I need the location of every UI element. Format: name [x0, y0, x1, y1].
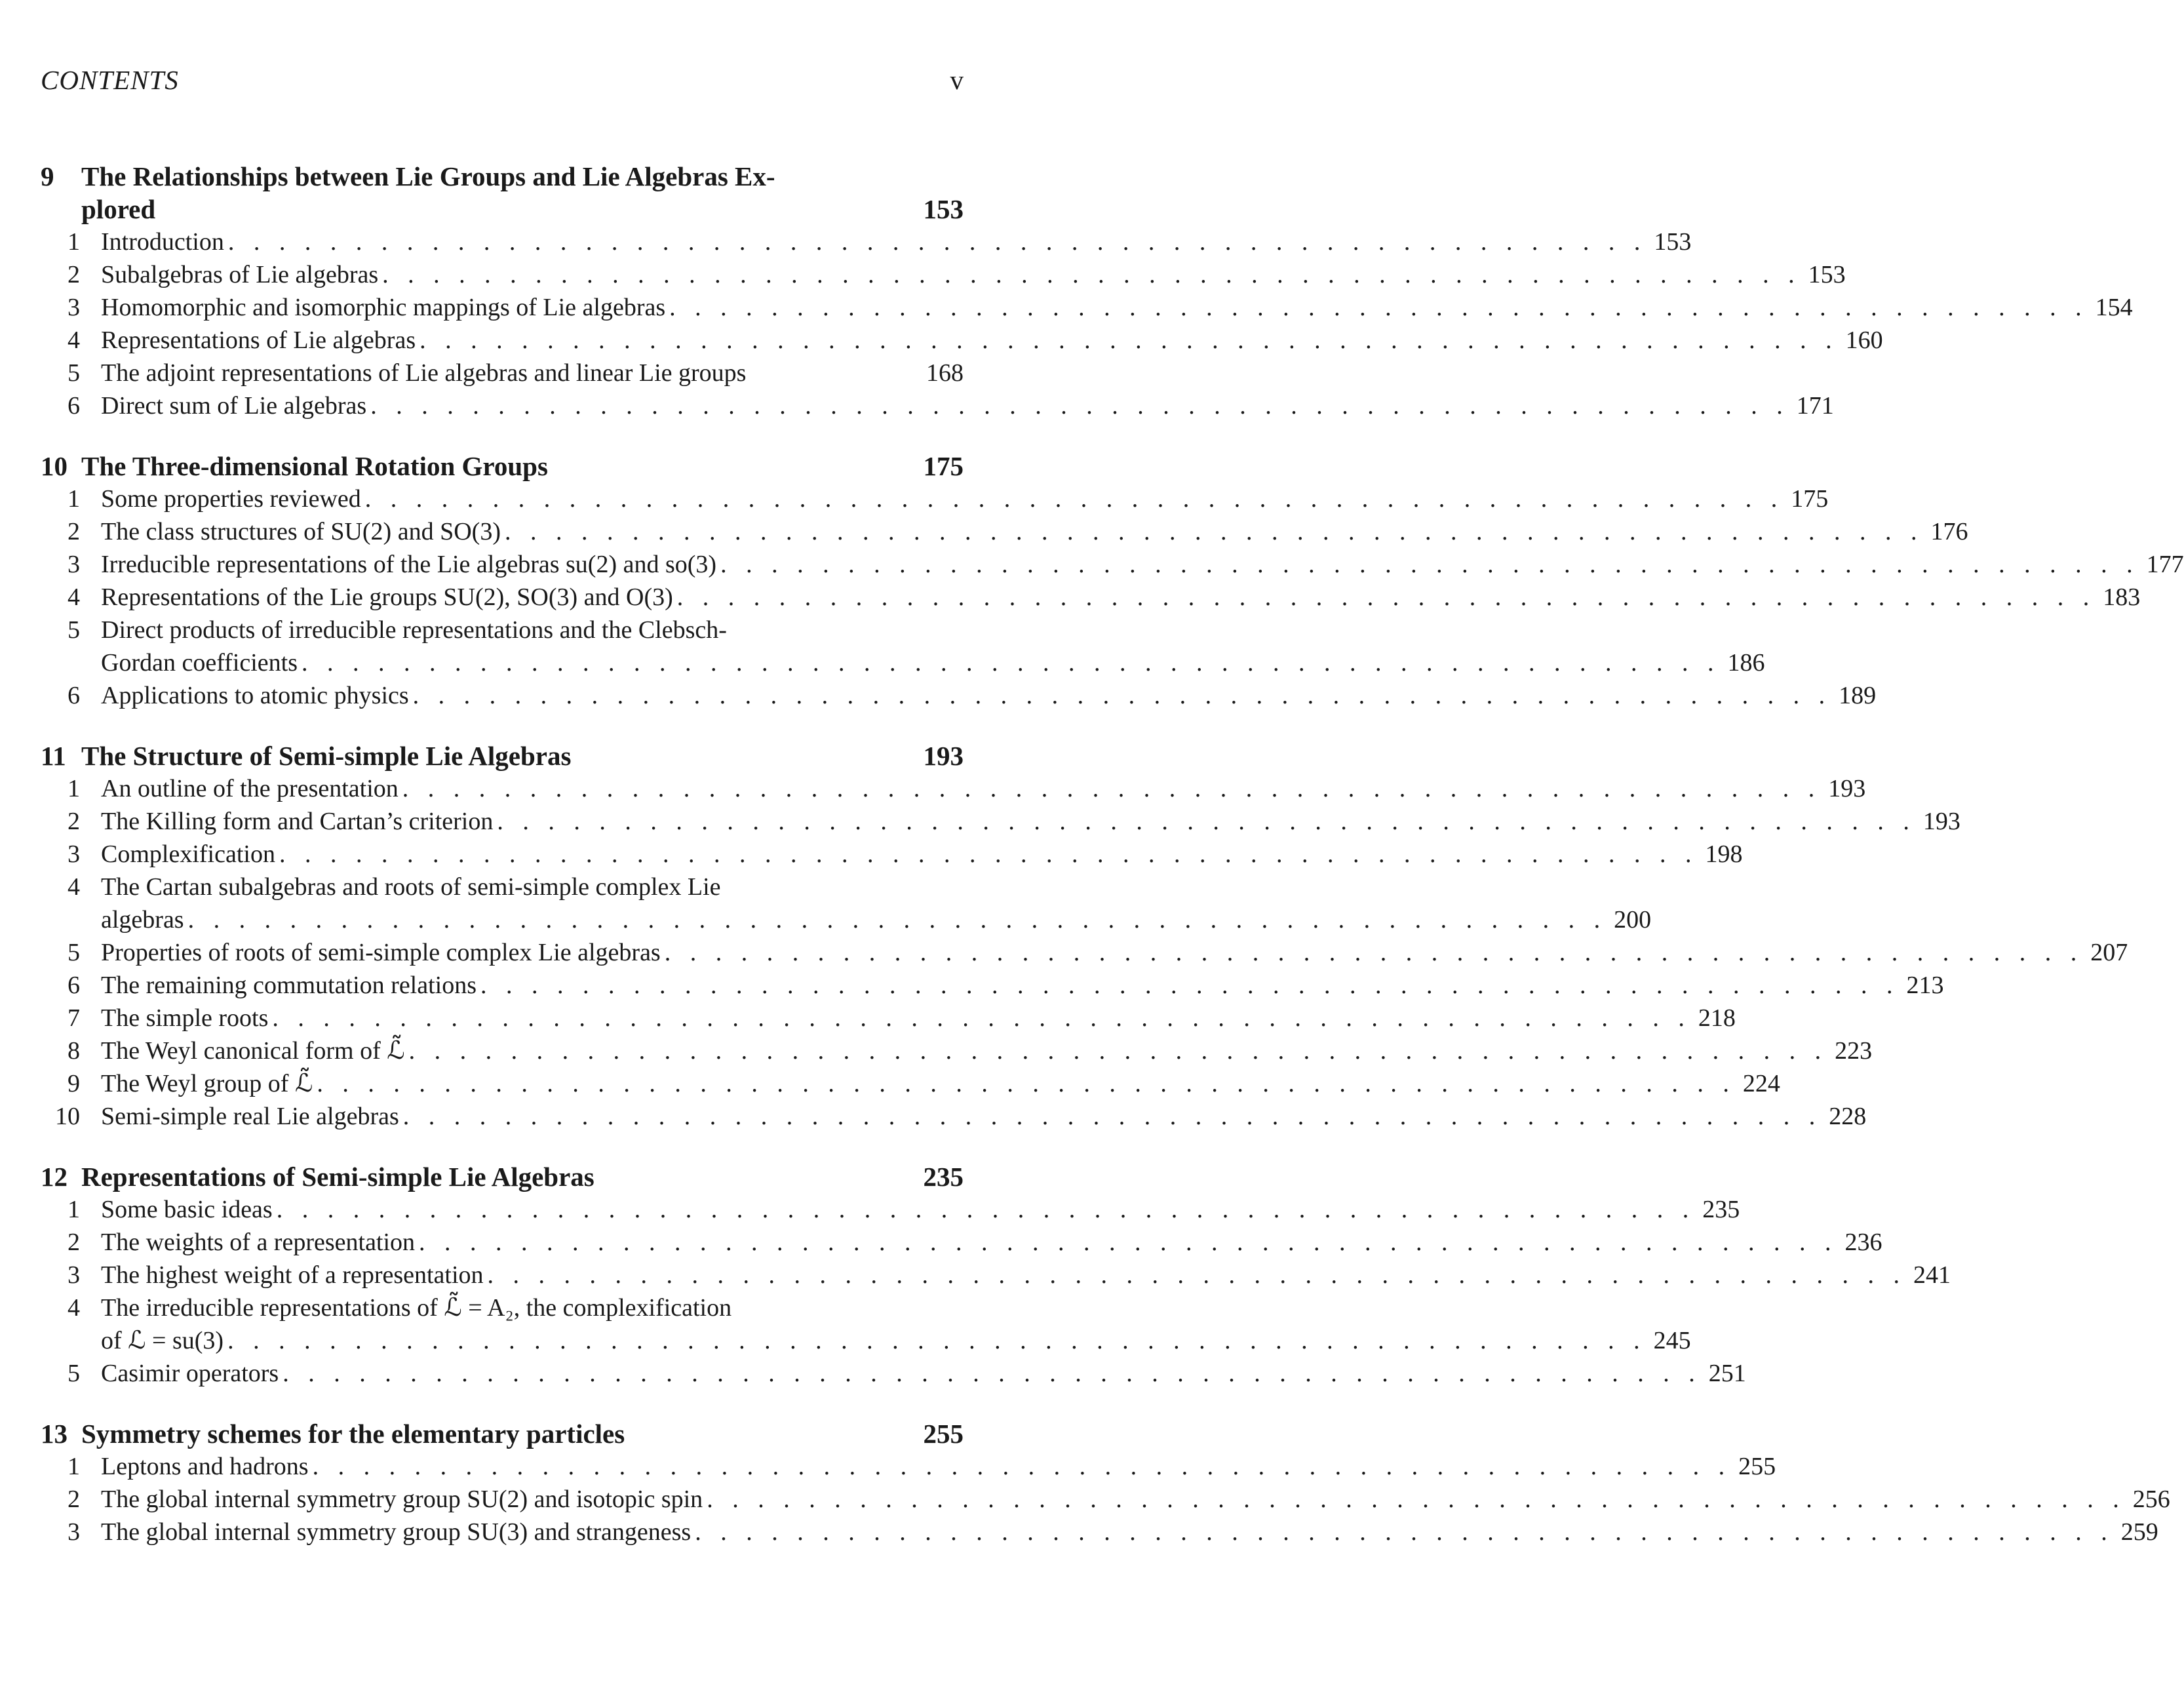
leader-dots: . . . . . . . . . . . . . . . . . . . . . . . . . . . . . . . . . . . . . . . . . . . . . . . . . . . . . . . . [283, 1360, 1702, 1387]
section-title: The Weyl group of ℒ̃ [101, 1070, 313, 1097]
section-page: 255 [1738, 1453, 1776, 1480]
section-page: 168 [926, 359, 964, 387]
toc-entry[interactable] [41, 1259, 1951, 1291]
section-number: 5 [68, 1360, 80, 1387]
chapter-title: Symmetry schemes for the elementary particles [81, 1419, 625, 1449]
chapter-number: 9 [41, 161, 54, 191]
chapter-page: 235 [923, 1162, 964, 1192]
section-number: 10 [55, 1103, 80, 1130]
section-title: Properties of roots of semi-simple complex Lie algebras [101, 939, 661, 966]
section-page: 236 [1844, 1229, 1882, 1256]
chapter-heading[interactable] [41, 160, 964, 193]
section-number: 3 [68, 840, 80, 868]
toc-entry[interactable] [41, 258, 1846, 291]
contents-page [41, 64, 2184, 1576]
chapter-12 [41, 1160, 1951, 1390]
toc-entry[interactable] [41, 291, 2133, 324]
section-number: 1 [68, 228, 80, 256]
section-number: 9 [68, 1070, 80, 1097]
toc-entry[interactable] [41, 548, 2184, 581]
section-number: 1 [68, 775, 80, 802]
section-page: 200 [1614, 906, 1652, 934]
section-title: Representations of the Lie groups SU(2), SO(3) and O(3) [101, 583, 673, 611]
section-title: Homomorphic and isomorphic mappings of Lie algebras [101, 294, 666, 321]
toc-entry[interactable] [41, 614, 1765, 679]
section-page: 224 [1742, 1070, 1780, 1097]
section-title: The highest weight of a representation [101, 1261, 484, 1289]
section-title: The weights of a representation [101, 1229, 416, 1256]
section-number: 5 [68, 616, 80, 644]
section-page: 218 [1698, 1004, 1736, 1032]
toc-entry[interactable] [41, 871, 1652, 936]
chapter-number: 12 [41, 1162, 68, 1192]
toc-entry[interactable] [41, 357, 964, 389]
chapter-number: 13 [41, 1419, 68, 1449]
section-title: The class structures of SU(2) and SO(3) [101, 518, 501, 545]
running-head [41, 64, 964, 104]
toc-entry[interactable] [41, 1226, 1882, 1259]
section-title: Introduction [101, 228, 224, 256]
toc-entry[interactable] [41, 482, 1829, 515]
section-number: 2 [68, 518, 80, 545]
toc-entry[interactable] [41, 1291, 1691, 1357]
section-page: 177 [2146, 551, 2184, 578]
toc-entry[interactable] [41, 1357, 1746, 1390]
toc-entry[interactable] [41, 936, 2128, 969]
section-title: The adjoint representations of Lie algebras and linear Lie groups [101, 359, 747, 387]
toc-entry[interactable] [41, 1100, 1867, 1133]
section-number: 2 [68, 808, 80, 835]
toc-entry[interactable] [41, 226, 1692, 258]
leader-dots: . . . . . . . . . . . . . . . . . . . . . . . . . . . . . . . . . . . . . . . . . . . . . . . . . . . . . . . . [695, 1518, 2114, 1546]
section-number: 3 [68, 1518, 80, 1546]
section-title: Some basic ideas [101, 1196, 273, 1223]
section-page: 251 [1708, 1360, 1746, 1387]
section-number: 5 [68, 359, 80, 387]
section-page: 228 [1829, 1103, 1867, 1130]
chapter-page: 153 [923, 194, 964, 224]
section-page: 160 [1845, 326, 1883, 354]
section-title: The global internal symmetry group SU(3) and strangeness [101, 1518, 692, 1546]
chapter-page: 175 [923, 451, 964, 481]
leader-dots: . . . . . . . . . . . . . . . . . . . . . . . . . . . . . . . . . . . . . . . . . . . . . . . . . . . . . . . . [272, 1004, 1691, 1032]
section-page: 171 [1796, 392, 1834, 420]
section-page: 193 [1828, 775, 1866, 802]
chapter-title: The Structure of Semi-simple Lie Algebras [81, 741, 572, 771]
section-number: 3 [68, 1261, 80, 1289]
section-title: Complexification [101, 840, 275, 868]
section-number: 4 [68, 1294, 80, 1322]
section-page: 175 [1791, 485, 1829, 513]
section-page: 176 [1930, 518, 1968, 545]
section-title-line1: Direct products of irreducible representations and the Clebsch- [101, 616, 727, 644]
chapter-title-line1: The Relationships between Lie Groups and Lie Algebras Ex- [81, 161, 775, 191]
chapter-title [81, 160, 898, 193]
toc-entry[interactable] [41, 1193, 1740, 1226]
chapter-heading[interactable] [41, 1160, 964, 1193]
toc-entry[interactable] [41, 1067, 1780, 1100]
running-head-title: CONTENTS [41, 65, 179, 95]
toc-entry[interactable] [41, 581, 2141, 614]
section-title-line2: of ℒ = su(3) [101, 1327, 224, 1354]
section-title: Irreducible representations of the Lie algebras su(2) and so(3) [101, 551, 717, 578]
section-title: Representations of Lie algebras [101, 326, 416, 354]
section-title-line2: Gordan coefficients [101, 649, 298, 677]
toc-entry[interactable] [41, 324, 1883, 357]
section-number: 3 [68, 551, 80, 578]
leader-dots: . . . . . . . . . . . . . . . . . . . . . . . . . . . . . . . . . . . . . . . . . . . . . . . . . . . . . . . . [720, 551, 2139, 578]
chapter-title: Representations of Semi-simple Lie Algebras [81, 1162, 595, 1192]
chapter-9 [41, 160, 2133, 422]
section-title: Direct sum of Lie algebras [101, 392, 367, 420]
section-title: The simple roots [101, 1004, 269, 1032]
chapter-number: 10 [41, 451, 68, 481]
section-number: 6 [68, 682, 80, 709]
leader-dots: . . . . . . . . . . . . . . . . . . . . . . . . . . . . . . . . . . . . . . . . . . . . . . . . . . . . . . . . [412, 682, 1832, 709]
toc-entry[interactable] [41, 838, 1743, 871]
toc-entry[interactable] [41, 805, 1960, 838]
section-title: Semi-simple real Lie algebras [101, 1103, 399, 1130]
leader-dots: . . . . . . . . . . . . . . . . . . . . . . . . . . . . . . . . . . . . . . . . . . . . . . . . . . . . . . . . [317, 1070, 1736, 1097]
toc-entry[interactable] [41, 515, 1968, 548]
leader-dots: . . . . . . . . . . . . . . . . . . . . . . . . . . . . . . . . . . . . . . . . . . . . . . . . . . . . . . . . [676, 583, 2096, 611]
section-number: 6 [68, 972, 80, 999]
section-number: 1 [68, 1196, 80, 1223]
section-page: 198 [1705, 840, 1743, 868]
section-page: 189 [1839, 682, 1877, 709]
chapter-page: 193 [923, 741, 964, 771]
chapter-title-line2: plored [81, 194, 156, 224]
chapter-10 [41, 450, 2184, 712]
section-title-line2: algebras [101, 906, 184, 934]
toc-entry[interactable] [41, 1034, 1873, 1067]
leader-dots: . . . . . . . . . . . . . . . . . . . . . . . . . . . . . . . . . . . . . . . . . . . . . . . . . . . . . . . . [669, 294, 2088, 321]
toc-entry[interactable] [41, 1483, 2170, 1516]
running-head-page-number: v [950, 65, 964, 95]
leader-dots: . . . . . . . . . . . . . . . . . . . . . . . . . . . . . . . . . . . . . . . . . . . . . . . . . . . . . . . . [419, 326, 1839, 354]
leader-dots: . . . . . . . . . . . . . . . . . . . . . . . . . . . . . . . . . . . . . . . . . . . . . . . . . . . . . . . . [408, 1037, 1828, 1065]
leader-dots: . . . . . . . . . . . . . . . . . . . . . . . . . . . . . . . . . . . . . . . . . . . . . . . . . . . . . . . . [419, 1229, 1838, 1256]
section-title-line1: The Cartan subalgebras and roots of semi-simple complex Lie [101, 873, 721, 901]
leader-dots: . . . . . . . . . . . . . . . . . . . . . . . . . . . . . . . . . . . . . . . . . . . . . . . . . . . . . . . . [279, 840, 1698, 868]
section-page: 154 [2095, 294, 2133, 321]
section-title-line1: The irreducible representations of ℒ̃ = A₂, the complexification [101, 1294, 732, 1322]
section-title: Applications to atomic physics [101, 682, 409, 709]
toc-entry[interactable] [41, 1002, 1736, 1034]
section-page: 241 [1913, 1261, 1951, 1289]
leader-dots: . . . . . . . . . . . . . . . . . . . . . . . . . . . . . . . . . . . . . . . . . . . . . . . . . . . . . . . . [504, 518, 1924, 545]
leader-dots: . . . . . . . . . . . . . . . . . . . . . . . . . . . . . . . . . . . . . . . . . . . . . . . . . . . . . . . . [227, 228, 1647, 256]
leader-dots: . . . . . . . . . . . . . . . . . . . . . . . . . . . . . . . . . . . . . . . . . . . . . . . . . . . . . . . . [312, 1453, 1732, 1480]
leader-dots: . . . . . . . . . . . . . . . . . . . . . . . . . . . . . . . . . . . . . . . . . . . . . . . . . . . . . . . . [370, 392, 1789, 420]
section-page: 259 [2120, 1518, 2158, 1546]
section-title: Some properties reviewed [101, 485, 361, 513]
section-title: Casimir operators [101, 1360, 279, 1387]
leader-dots: . . . . . . . . . . . . . . . . . . . . . . . . . . . . . . . . . . . . . . . . . . . . . . . . . . . . . . . . [402, 775, 1822, 802]
section-number: 2 [68, 1485, 80, 1513]
section-page: 153 [1654, 228, 1692, 256]
section-title: Subalgebras of Lie algebras [101, 261, 379, 288]
leader-dots: . . . . . . . . . . . . . . . . . . . . . . . . . . . . . . . . . . . . . . . . . . . . . . . . . . . . . . . . [664, 939, 2084, 966]
chapter-title: The Three-dimensional Rotation Groups [81, 451, 548, 481]
section-number: 4 [68, 873, 80, 901]
chapter-heading[interactable] [41, 739, 964, 772]
leader-dots: . . . . . . . . . . . . . . . . . . . . . . . . . . . . . . . . . . . . . . . . . . . . . . . . . . . . . . . . [497, 808, 1916, 835]
chapter-page: 255 [923, 1419, 964, 1449]
chapter-heading[interactable] [41, 450, 964, 482]
leader-dots: . . . . . . . . . . . . . . . . . . . . . . . . . . . . . . . . . . . . . . . . . . . . . . . . . . . . . . . . [227, 1327, 1647, 1354]
section-title: An outline of the presentation [101, 775, 399, 802]
leader-dots: . . . . . . . . . . . . . . . . . . . . . . . . . . . . . . . . . . . . . . . . . . . . . . . . . . . . . . . . [707, 1485, 2126, 1513]
leader-dots: . . . . . . . . . . . . . . . . . . . . . . . . . . . . . . . . . . . . . . . . . . . . . . . . . . . . . . . . [480, 972, 1900, 999]
section-page: 256 [2132, 1485, 2170, 1513]
section-page: 223 [1835, 1037, 1873, 1065]
leader-dots: . . . . . . . . . . . . . . . . . . . . . . . . . . . . . . . . . . . . . . . . . . . . . . . . . . . . . . . . [187, 906, 1607, 934]
toc-entry[interactable] [41, 1450, 1776, 1483]
section-number: 8 [68, 1037, 80, 1065]
leader-dots: . . . . . . . . . . . . . . . . . . . . . . . . . . . . . . . . . . . . . . . . . . . . . . . . . . . . . . . . [487, 1261, 1907, 1289]
leader-dots: . . . . . . . . . . . . . . . . . . . . . . . . . . . . . . . . . . . . . . . . . . . . . . . . . . . . . . . . [276, 1196, 1696, 1223]
section-number: 1 [68, 1453, 80, 1480]
toc-entry[interactable] [41, 772, 1866, 805]
chapter-number: 11 [41, 741, 66, 771]
section-number: 7 [68, 1004, 80, 1032]
section-title: The global internal symmetry group SU(2) and isotopic spin [101, 1485, 703, 1513]
chapter-13 [41, 1417, 2170, 1548]
section-title: The Killing form and Cartan’s criterion [101, 808, 494, 835]
section-number: 2 [68, 261, 80, 288]
chapter-11 [41, 739, 2128, 1133]
section-number: 4 [68, 326, 80, 354]
toc-entry[interactable] [41, 1516, 2158, 1548]
toc-entry[interactable] [41, 679, 1877, 712]
section-page: 153 [1808, 261, 1846, 288]
chapter-heading[interactable] [41, 1417, 964, 1450]
section-number: 1 [68, 485, 80, 513]
section-page: 245 [1653, 1327, 1691, 1354]
section-page: 193 [1922, 808, 1960, 835]
section-title: The Weyl canonical form of ℒ̃ [101, 1037, 405, 1065]
section-number: 6 [68, 392, 80, 420]
section-number: 4 [68, 583, 80, 611]
leader-dots: . . . . . . . . . . . . . . . . . . . . . . . . . . . . . . . . . . . . . . . . . . . . . . . . . . . . . . . . [382, 261, 1801, 288]
section-title: The remaining commutation relations [101, 972, 477, 999]
section-page: 183 [2103, 583, 2141, 611]
toc-entry[interactable] [41, 969, 1944, 1002]
section-number: 3 [68, 294, 80, 321]
section-page: 186 [1727, 649, 1765, 677]
toc-entry[interactable] [41, 389, 1834, 422]
section-number: 5 [68, 939, 80, 966]
leader-dots: . . . . . . . . . . . . . . . . . . . . . . . . . . . . . . . . . . . . . . . . . . . . . . . . . . . . . . . . [302, 649, 1721, 677]
section-page: 213 [1906, 972, 1944, 999]
section-title: Leptons and hadrons [101, 1453, 309, 1480]
section-number: 2 [68, 1229, 80, 1256]
leader-dots: . . . . . . . . . . . . . . . . . . . . . . . . . . . . . . . . . . . . . . . . . . . . . . . . . . . . . . . . [364, 485, 1784, 513]
leader-dots: . . . . . . . . . . . . . . . . . . . . . . . . . . . . . . . . . . . . . . . . . . . . . . . . . . . . . . . . [402, 1103, 1822, 1130]
section-page: 207 [2090, 939, 2128, 966]
section-page: 235 [1702, 1196, 1740, 1223]
